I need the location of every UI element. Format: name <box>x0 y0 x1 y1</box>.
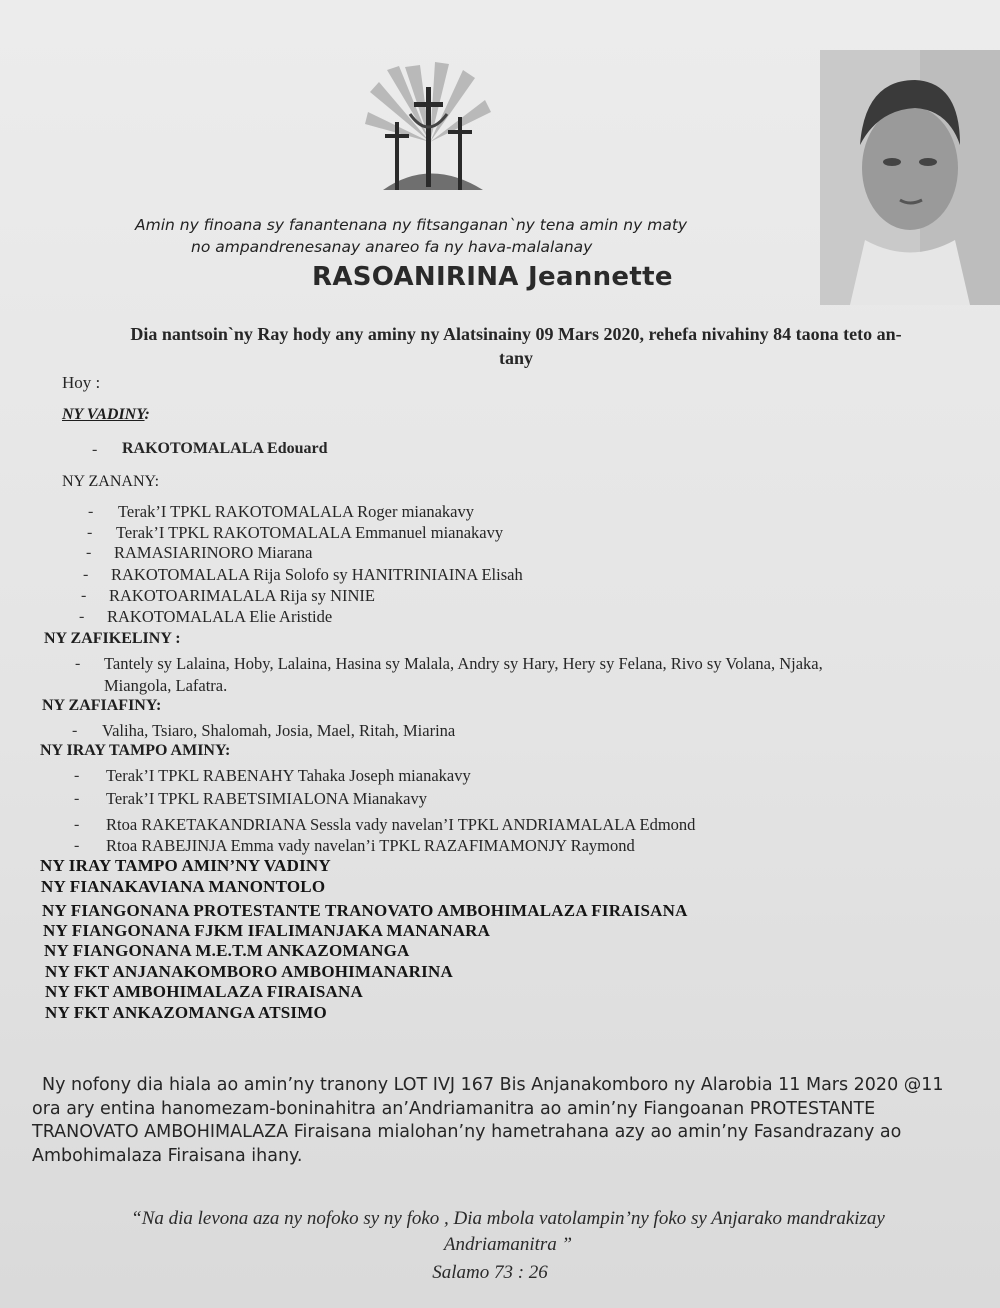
death-line-1: Dia nantsoin`ny Ray hody any aminy ny Alatsinainy 09 Mars 2020, rehefa nivahiny 84 taona teto an- <box>130 324 902 344</box>
bullet-dash: - <box>92 441 98 458</box>
child-item: Terak’I TPKL RAKOTOMALALA Emmanuel mianakavy <box>116 523 504 542</box>
sibling-item: Terak’I TPKL RABENAHY Tahaka Joseph mianakavy <box>106 766 471 785</box>
intro-line-2: no ampandrenesanay anareo fa ny hava-malalanay <box>191 238 593 256</box>
funeral-line-1: Ny nofony dia hiala ao amin’ny tranony LOT IVJ 167 Bis Anjanakomboro ny Alarobia 11 Mars 2020 @11 <box>42 1075 944 1095</box>
child-item: RAKOTOARIMALALA Rija sy NINIE <box>109 586 375 605</box>
quote-line-1: “Na dia levona aza ny nofoko sy ny foko , Dia mbola vatolampin’ny foko sy Anjarako mandrakizay <box>131 1208 885 1229</box>
spouse-heading-colon: : <box>144 406 150 423</box>
portrait-photo <box>820 50 1000 305</box>
funeral-line-2: ora ary entina hanomezam-boninahitra an’Andriamanitra ao amin’ny Fiangoanan PROTESTANTE <box>32 1098 876 1119</box>
crosses-emblem-icon <box>365 62 495 197</box>
bullet-dash: - <box>83 566 89 583</box>
great-grandchildren-heading: NY ZAFIAFINY: <box>42 697 162 714</box>
funeral-details <box>32 1074 972 1168</box>
child-item: RAKOTOMALALA Elie Aristide <box>107 607 333 626</box>
grandchildren-line-1: Tantely sy Lalaina, Hoby, Lalaina, Hasina sy Malala, Andry sy Hary, Hery sy Felana, Rivo sy Volana, Njaka, <box>104 654 823 673</box>
group-line: NY FIANGONANA M.E.T.M ANKAZOMANGA <box>44 941 410 960</box>
quote-line-2: Andriamanitra ” <box>443 1234 573 1255</box>
bible-reference: Salamo 73 : 26 <box>432 1262 548 1283</box>
sibling-item: Rtoa RABEJINJA Emma vady navelan’i TPKL RAZAFIMAMONJY Raymond <box>106 836 635 855</box>
grandchildren-heading: NY ZAFIKELINY : <box>44 630 181 647</box>
bullet-dash: - <box>74 790 80 807</box>
bullet-dash: - <box>75 655 81 672</box>
bullet-dash: - <box>79 608 85 625</box>
death-announcement <box>66 322 966 370</box>
group-line: NY FKT ANKAZOMANGA ATSIMO <box>45 1003 327 1022</box>
bullet-dash: - <box>74 816 80 833</box>
group-line: NY FIANGONANA PROTESTANTE TRANOVATO AMBOHIMALAZA FIRAISANA <box>42 901 688 920</box>
bullet-dash: - <box>87 524 93 541</box>
death-line-2: tany <box>498 348 533 368</box>
bullet-dash: - <box>72 722 78 739</box>
bullet-dash: - <box>74 767 80 784</box>
intro-text <box>135 214 755 258</box>
sibling-item: Terak’I TPKL RABETSIMIALONA Mianakavy <box>106 789 428 808</box>
grandchildren-line-2: Miangola, Lafatra. <box>104 676 228 695</box>
intro-line-1: Amin ny finoana sy fanantenana ny fitsanganan`ny tena amin ny maty <box>135 216 688 234</box>
bullet-dash: - <box>86 544 92 561</box>
bullet-dash: - <box>88 503 94 520</box>
child-item: RAMASIARINORO Miarana <box>114 543 313 562</box>
funeral-line-4: Ambohimalaza Firaisana ihany. <box>32 1145 303 1166</box>
bullet-dash: - <box>74 837 80 854</box>
sibling-item: Rtoa RAKETAKANDRIANA Sessla vady navelan’I TPKL ANDRIAMALALA Edmond <box>106 815 696 834</box>
group-line: NY FKT ANJANAKOMBORO AMBOHIMANARINA <box>45 962 453 981</box>
spouse-name: RAKOTOMALALA Edouard <box>122 440 328 457</box>
group-line: NY FIANAKAVIANA MANONTOLO <box>41 877 326 896</box>
closing-quote <box>68 1206 948 1258</box>
spouse-heading <box>62 406 150 424</box>
group-line: NY IRAY TAMPO AMIN’NY VADINY <box>40 856 331 875</box>
funeral-line-3: TRANOVATO AMBOHIMALAZA Firaisana mialohan’ny hametrahana azy ao amin’ny Fasandrazany ao <box>32 1122 902 1142</box>
bullet-dash: - <box>81 587 87 604</box>
group-line: NY FIANGONANA FJKM IFALIMANJAKA MANANARA <box>43 921 491 940</box>
child-item: RAKOTOMALALA Rija Solofo sy HANITRINIAINA Elisah <box>111 565 523 584</box>
great-grandchildren-list: Valiha, Tsiaro, Shalomah, Josia, Mael, Ritah, Miarina <box>102 721 456 740</box>
siblings-heading: NY IRAY TAMPO AMINY: <box>40 742 231 759</box>
children-heading: NY ZANANY: <box>62 473 160 490</box>
spouse-heading-label: NY VADINY <box>62 406 145 423</box>
deceased-name: RASOANIRINA Jeannette <box>312 262 673 292</box>
child-item: Terak’I TPKL RAKOTOMALALA Roger mianakavy <box>118 502 474 521</box>
group-line: NY FKT AMBOHIMALAZA FIRAISANA <box>45 982 363 1001</box>
hoy-label: Hoy : <box>62 373 101 392</box>
